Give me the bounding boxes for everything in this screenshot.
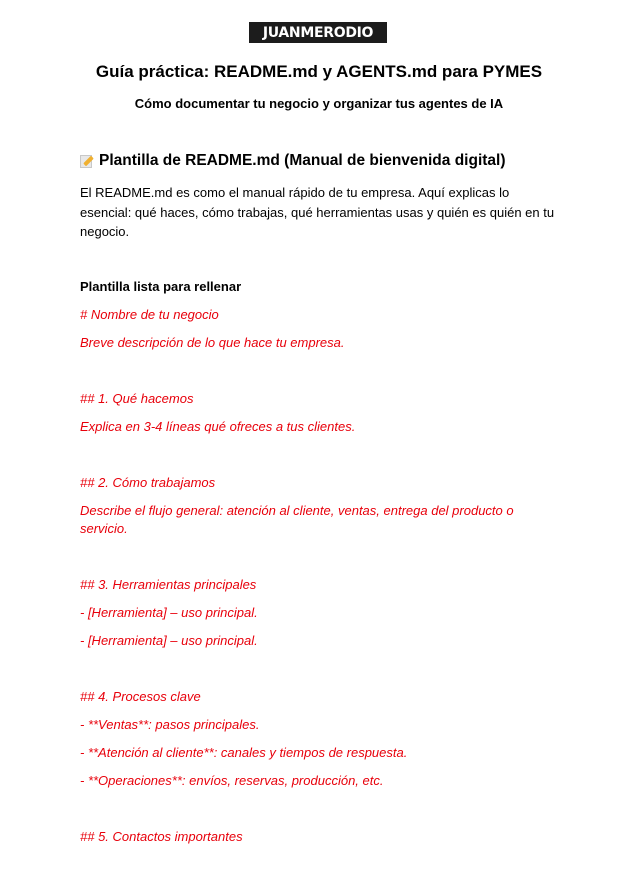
template-line: # Nombre de tu negocio (80, 307, 219, 322)
intro-paragraph: El README.md es como el manual rápido de tu empresa. Aquí explicas lo esencial: qué haces, cómo trabajas, qué herramientas usas y quién es quién en tu negocio. (80, 185, 555, 239)
template-line: - [Herramienta] – uso principal. (80, 605, 258, 620)
template-line: ## 2. Cómo trabajamos (80, 475, 216, 490)
template-line: ## 3. Herramientas principales (80, 577, 257, 592)
template-line: - **Atención al cliente**: canales y tiempos de respuesta. (80, 745, 408, 760)
template-line: - **Ventas**: pasos principales. (80, 717, 260, 732)
document-subtitle: Cómo documentar tu negocio y organizar tus agentes de IA (134, 96, 504, 111)
section-heading (80, 152, 506, 170)
template-line: Describe el flujo general: atención al cliente, ventas, entrega del producto o servicio. (80, 503, 514, 536)
template-line: ## 5. Contactos importantes (80, 829, 243, 844)
section-heading-text: Plantilla de README.md (Manual de bienvenida digital) (99, 152, 506, 169)
template-line: - [Herramienta] – uso principal. (80, 633, 258, 648)
template-line: ## 4. Procesos clave (80, 689, 201, 704)
template-line: Explica en 3-4 líneas qué ofreces a tus clientes. (80, 419, 356, 434)
document-title: Guía práctica: README.md y AGENTS.md para PYMES (95, 62, 543, 81)
template-line: Breve descripción de lo que hace tu empresa. (80, 335, 345, 350)
brand-logo: JUANMERODIO (249, 22, 387, 43)
template-line: ## 1. Qué hacemos (80, 391, 194, 406)
template-line: - **Operaciones**: envíos, reservas, producción, etc. (80, 773, 384, 788)
memo-icon (80, 154, 94, 168)
template-heading: Plantilla lista para rellenar (80, 279, 242, 294)
